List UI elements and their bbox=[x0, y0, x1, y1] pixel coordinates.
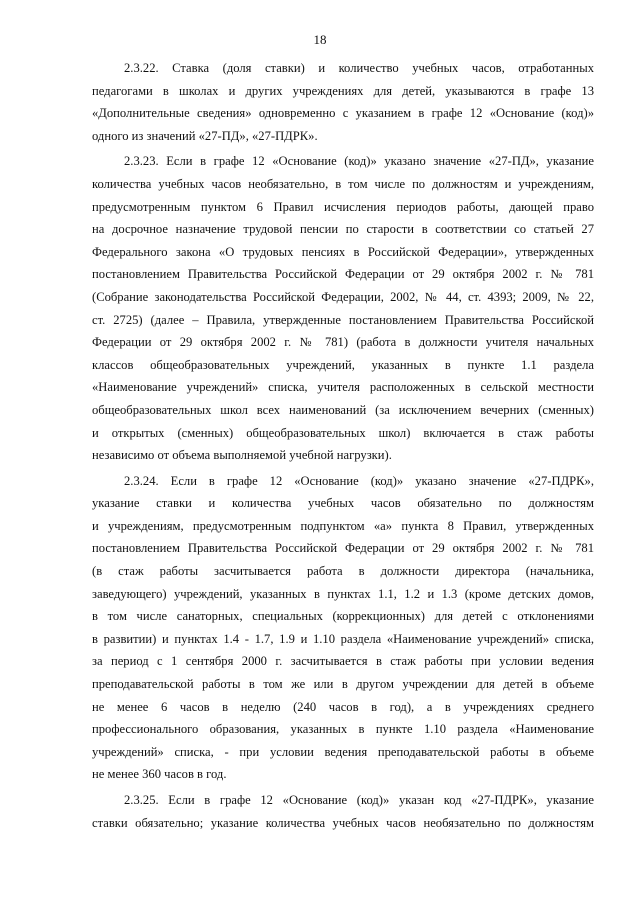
text-line: учреждений» списка, - при условии ведения преподавательской работы в объеме bbox=[92, 744, 594, 759]
text-line: ст. 2725) (далее – Правила, утвержденные постановлением Правительства Российской bbox=[92, 312, 594, 327]
text-line: в том числе санаторных, специальных (коррекционных) для детей с отклонениями bbox=[92, 609, 594, 624]
text-line: 2.3.23. Если в графе 12 «Основание (код)» указано значение «27-ПД», указание bbox=[124, 154, 594, 169]
text-line: и открытых (сменных) общеобразовательных школ) включается в стаж работы bbox=[92, 425, 594, 440]
text-line: заведующего) учреждений, указанных в пунктах 1.1, 1.2 и 1.3 (кроме детских домов, bbox=[92, 586, 594, 601]
text-line: постановлением Правительства Российской Федерации от 29 октября 2002 г. № 781 bbox=[92, 267, 594, 282]
text-line: и учреждениям, предусмотренным подпунктом «а» пункта 8 Правил, утвержденных bbox=[92, 518, 594, 533]
text-line: классов общеобразовательных учреждений, указанных в пункте 1.1 раздела bbox=[92, 357, 594, 372]
text-line: предусмотренным пунктом 6 Правил исчисления периодов работы, дающей право bbox=[92, 199, 594, 214]
text-line: за период с 1 сентября 2000 г. засчитывается в стаж работы при условии ведения bbox=[92, 654, 594, 669]
text-line: на досрочное назначение трудовой пенсии по старости в соответствии со статьей 27 bbox=[92, 222, 594, 237]
text-line: не менее 360 часов в год. bbox=[92, 767, 227, 782]
text-line: независимо от объема выполняемой учебной нагрузки). bbox=[92, 448, 392, 463]
text-line: (в стаж работы засчитывается работа в должности директора (начальника, bbox=[92, 564, 594, 579]
text-line: ставки обязательно; указание количества учебных часов необязательно по должностям bbox=[92, 815, 594, 830]
text-line: указание ставки и количества учебных часов обязательно по должностям bbox=[92, 496, 594, 511]
paragraph-2-3-22 bbox=[92, 57, 594, 147]
text-line: 2.3.22. Ставка (доля ставки) и количество учебных часов, отработанных bbox=[124, 61, 594, 75]
text-line: (Собрание законодательства Российской Федерации, 2002, № 44, ст. 4393; 2009, № 22, bbox=[92, 289, 594, 304]
paragraph-2-3-25 bbox=[92, 789, 594, 834]
text-line: преподавательской работы в том же или в другом учреждении для детей в объеме bbox=[92, 677, 594, 692]
page-number: 18 bbox=[313, 32, 327, 47]
text-line: Федерации от 29 октября 2002 г. № 781) (работа в должности учителя начальных bbox=[92, 335, 594, 350]
document-body bbox=[92, 57, 594, 837]
text-line: педагогами в школах и других учреждениях для детей, указываются в графе 13 bbox=[92, 83, 594, 98]
text-line: количества учебных часов необязательно, в том числе по должностям и учреждениям, bbox=[92, 176, 594, 191]
paragraph-2-3-24 bbox=[92, 470, 594, 786]
text-line: постановлением Правительства Российской Федерации от 29 октября 2002 г. № 781 bbox=[92, 541, 594, 556]
text-line: общеобразовательных школ всех наименований (за исключением вечерних (сменных) bbox=[92, 402, 594, 417]
paragraph-2-3-23 bbox=[92, 150, 594, 466]
text-line: «Дополнительные сведения» одновременно с указанием в графе 12 «Основание (код)» bbox=[92, 106, 594, 121]
text-line: Федерального закона «О трудовых пенсиях в Российской Федерации», утвержденных bbox=[92, 244, 594, 259]
text-line: «Наименование учреждений» списка, учителя расположенных в сельской местности bbox=[92, 380, 594, 395]
text-line: профессионального образования, указанных в пункте 1.10 раздела «Наименование bbox=[92, 722, 594, 737]
text-line: в развитии) и пунктах 1.4 - 1.7, 1.9 и 1.10 раздела «Наименование учреждений» списка, bbox=[92, 631, 594, 646]
text-line: 2.3.24. Если в графе 12 «Основание (код)» указано значение «27-ПДРК», bbox=[124, 473, 594, 488]
text-line: одного из значений «27-ПД», «27-ПДРК». bbox=[92, 128, 318, 143]
text-line: 2.3.25. Если в графе 12 «Основание (код)» указан код «27-ПДРК», указание bbox=[124, 793, 594, 807]
text-line: не менее 6 часов в неделю (240 часов в год), а в учреждениях среднего bbox=[92, 699, 594, 714]
